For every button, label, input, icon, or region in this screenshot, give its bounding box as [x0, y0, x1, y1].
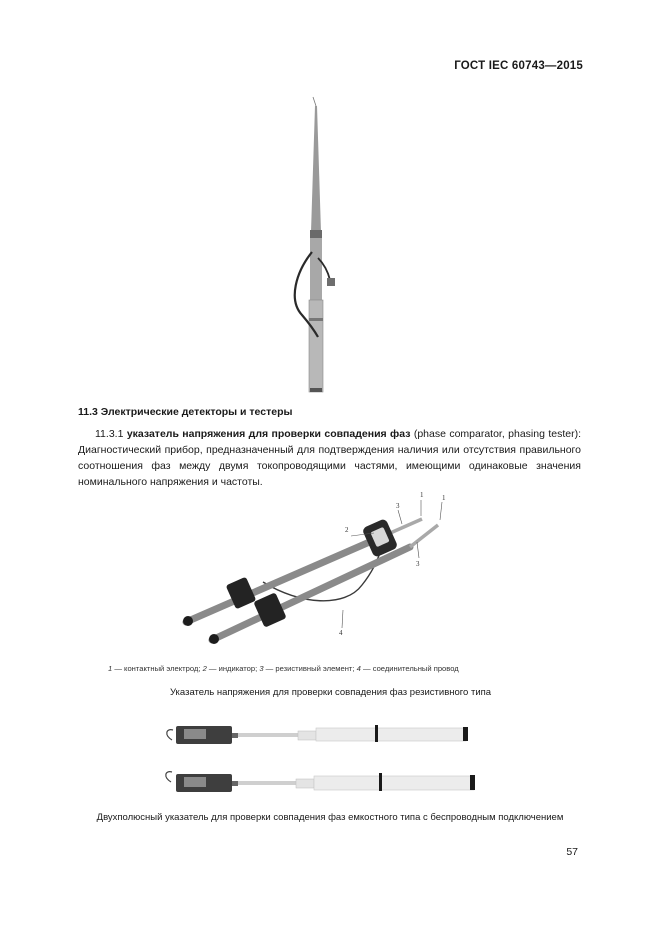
capacitive-comparator-figure — [166, 725, 475, 792]
definition-english: (phase comparator, phasing tester): — [413, 428, 581, 440]
definition-text: Диагностический прибор, предназначенный для подтверждения наличия или отсутствия правильного соотношения фаз между двумя токопроводящими частями, имеющими одинаковые значения номинального напряжения и частоты. — [78, 444, 581, 488]
legend-number-4: 4 — [356, 664, 361, 673]
fig2-label-3-bottom: 3 — [416, 560, 420, 568]
telescopic-stick-figure — [295, 97, 335, 392]
page-number: 57 — [566, 846, 578, 858]
definition-paragraph — [78, 426, 581, 490]
legend-text-3: — резистивный элемент; — [263, 664, 357, 673]
fig2-label-1-right: 1 — [442, 494, 446, 502]
figure3-caption: Двухполюсный указатель для проверки совпадения фаз емкостного типа с беспроводным подключением — [96, 812, 564, 823]
fig2-label-2: 2 — [345, 526, 349, 534]
legend-text-2: — индикатор; — [206, 664, 260, 673]
section-title: 11.3 Электрические детекторы и тестеры — [78, 406, 293, 418]
fig2-label-3-top: 3 — [396, 502, 400, 510]
resistive-comparator-figure — [183, 500, 442, 644]
legend-text-1: — контактный электрод; — [112, 664, 203, 673]
legend-number-3: 3 — [259, 664, 264, 673]
legend-number-1: 1 — [108, 664, 113, 673]
legend-text-4: — соединительный провод — [360, 664, 459, 673]
figure2-legend — [108, 664, 459, 673]
fig2-label-1-left: 1 — [420, 491, 424, 499]
fig2-label-4: 4 — [339, 629, 343, 637]
legend-number-2: 2 — [202, 664, 207, 673]
definition-number: 11.3.1 — [95, 428, 124, 440]
standard-code-header: ГОСТ IEC 60743—2015 — [454, 60, 583, 72]
figure2-caption: Указатель напряжения для проверки совпадения фаз резистивного типа — [169, 687, 492, 698]
definition-term: указатель напряжения для проверки совпадения фаз — [126, 428, 411, 440]
